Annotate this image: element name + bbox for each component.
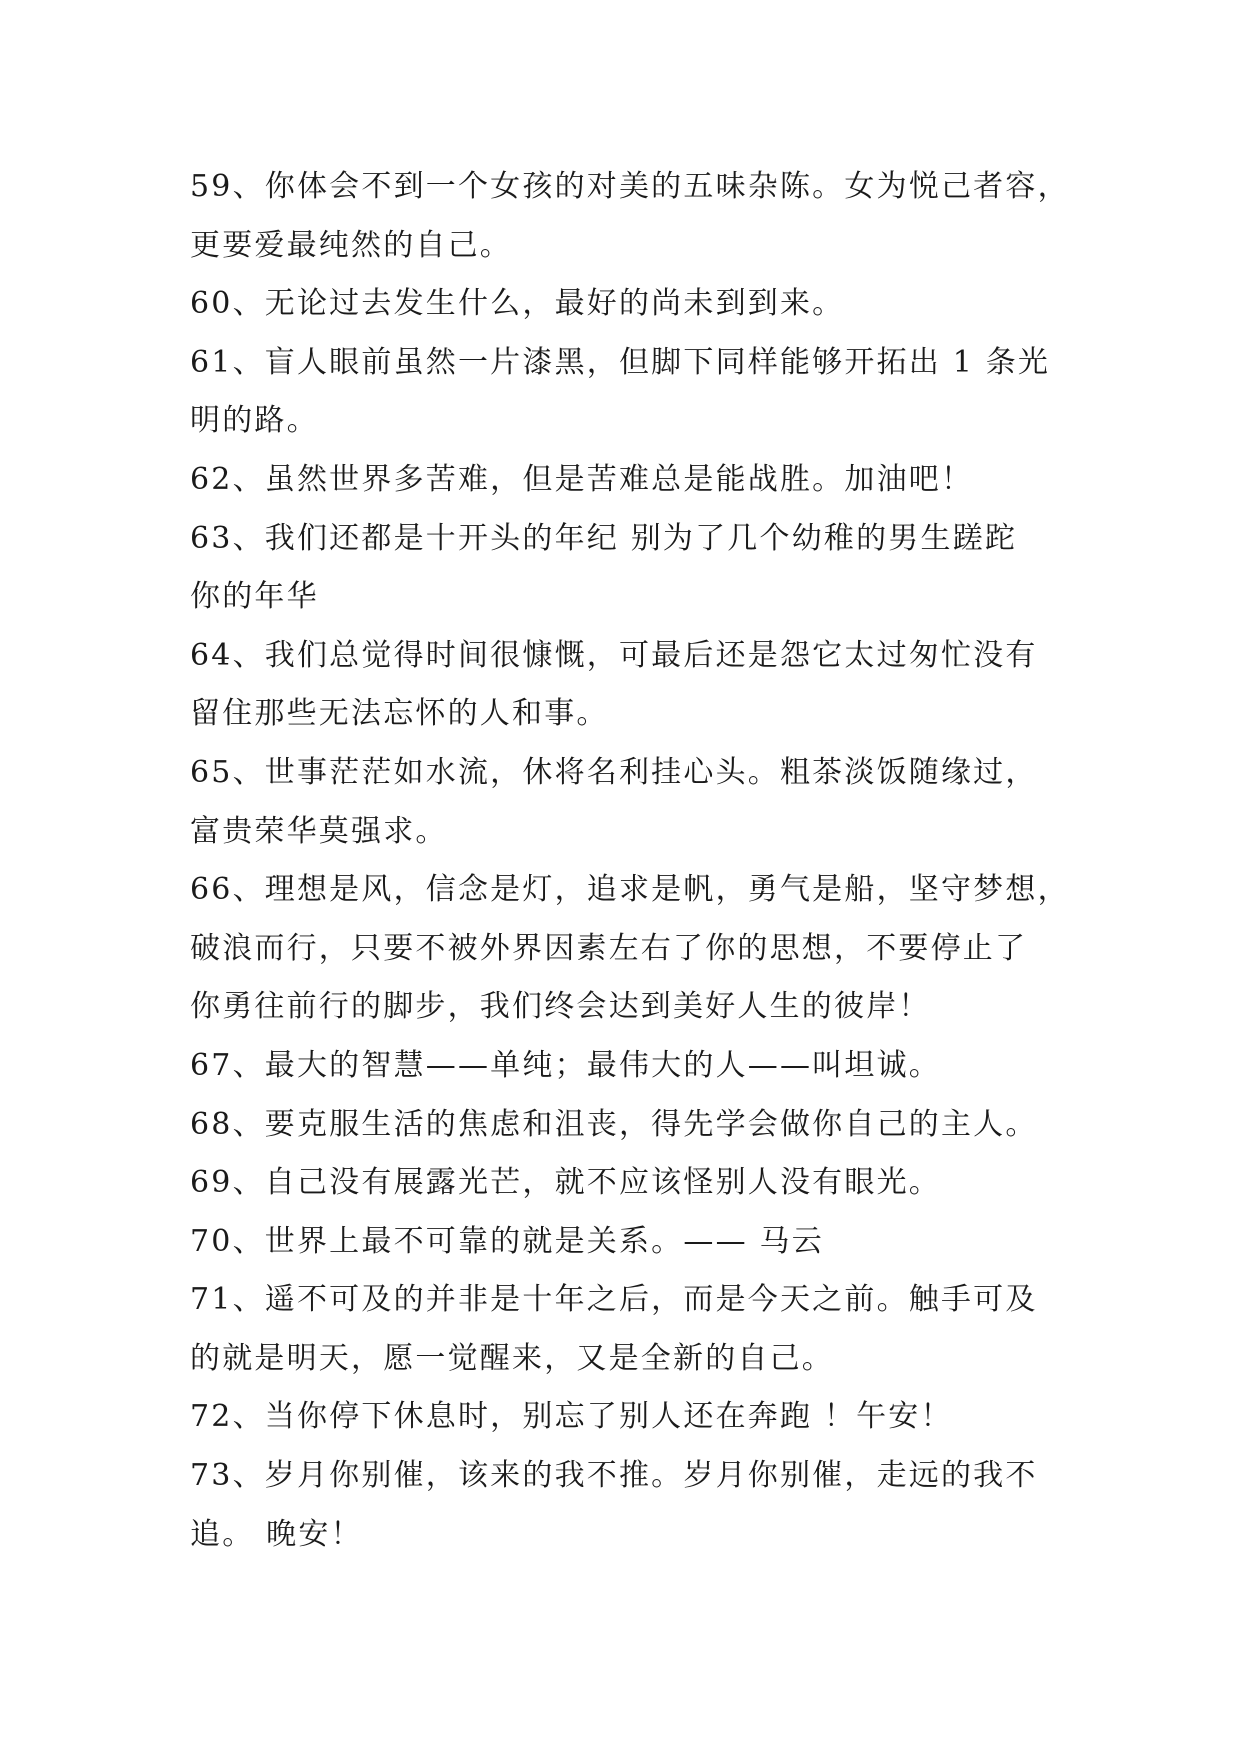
text-line: 更要爱最纯然的自己。	[190, 227, 512, 263]
text-line: 破浪而行，只要不被外界因素左右了你的思想，不要停止了	[190, 930, 1028, 966]
text-line: 你的年华	[190, 579, 319, 615]
text-line: 61、盲人眼前虽然一片漆黑，但脚下同样能够开拓出 1 条光	[190, 344, 1051, 380]
text-line: 明的路。	[190, 403, 319, 439]
text-line: 73、岁月你别催，该来的我不推。岁月你别催，走远的我不	[190, 1458, 1038, 1494]
text-line: 68、要克服生活的焦虑和沮丧，得先学会做你自己的主人。	[190, 1106, 1038, 1142]
text-line: 66、理想是风，信念是灯，追求是帆，勇气是船，坚守梦想，	[190, 872, 1070, 908]
text-line: 69、自己没有展露光芒，就不应该怪别人没有眼光。	[190, 1165, 941, 1201]
text-line: 富贵荣华莫强求。	[190, 813, 448, 849]
text-line: 60、无论过去发生什么，最好的尚未到到来。	[190, 286, 845, 322]
text-line: 67、最大的智慧——单纯；最伟大的人——叫坦诚。	[190, 1047, 941, 1083]
text-line: 追。 晚安！	[190, 1516, 363, 1552]
text-line: 64、我们总觉得时间很慷慨，可最后还是怨它太过匆忙没有	[190, 637, 1038, 673]
text-line: 65、世事茫茫如水流，休将名利挂心头。粗茶淡饭随缘过，	[190, 754, 1038, 790]
text-line: 的就是明天，愿一觉醒来，又是全新的自己。	[190, 1340, 834, 1376]
text-line: 72、当你停下休息时，别忘了别人还在奔跑 ！午安！	[190, 1399, 953, 1435]
text-line: 70、世界上最不可靠的就是关系。—— 马云	[190, 1223, 824, 1259]
text-line: 你勇往前行的脚步，我们终会达到美好人生的彼岸！	[190, 989, 931, 1025]
text-line: 71、遥不可及的并非是十年之后，而是今天之前。触手可及	[190, 1282, 1038, 1318]
document-body	[190, 158, 1090, 1564]
text-line: 59、你体会不到一个女孩的对美的五味杂陈。女为悦己者容，	[190, 169, 1070, 204]
text-line: 62、虽然世界多苦难，但是苦难总是能战胜。加油吧！	[190, 461, 974, 497]
text-line: 63、我们还都是十开头的年纪 别为了几个幼稚的男生蹉跎	[190, 520, 1018, 556]
text-line: 留住那些无法忘怀的人和事。	[190, 696, 609, 732]
